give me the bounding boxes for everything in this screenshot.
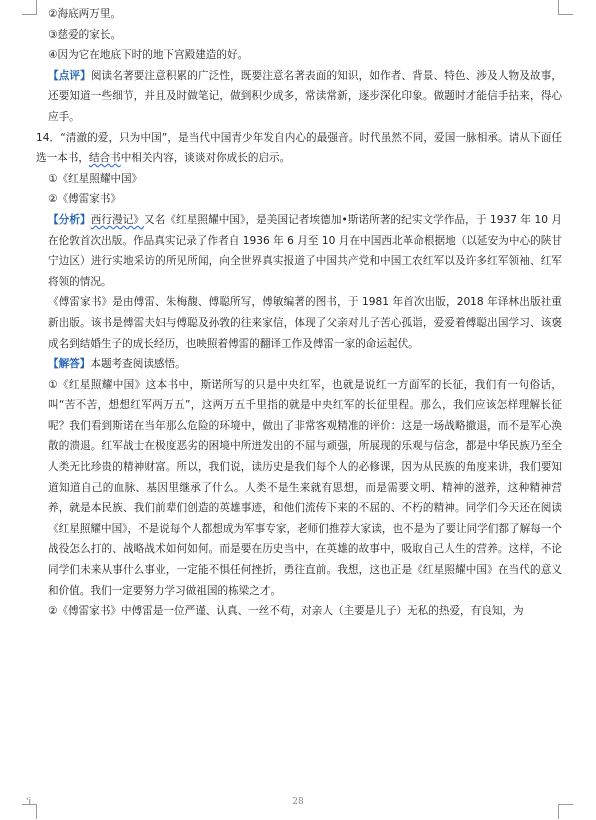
answer-line-3	[36, 25, 562, 46]
solution-heading	[36, 354, 562, 375]
option-text: ①《红星照耀中国》	[48, 172, 143, 185]
question-14	[36, 128, 562, 169]
solution-paragraph-1	[36, 375, 562, 602]
solution-text: ②《傅雷家书》中傅雷是一位严谨、认真、一丝不苟，对亲人（主要是儿子）无私的热爱，有良知，为	[48, 605, 524, 618]
answer-text: ④因为它在地底下时的地下宫殿建造的好。	[48, 49, 249, 62]
question-wavy-text: 结合书	[88, 152, 121, 165]
answer-text: ③慈爱的家长。	[48, 28, 122, 41]
option-2	[36, 189, 562, 210]
solution-paragraph-2	[36, 601, 562, 622]
comment-paragraph	[36, 66, 562, 128]
solution-tag: 【解答】	[48, 358, 91, 371]
page-number: 28	[292, 797, 304, 807]
analysis-text: 又名《红星照耀中国》，是美国记者埃德加•斯诺所著的纪实文学作品，于 1937 年 10 月在伦敦首次出版。作品真实记录了作者自 1936 年 6 月至 10 月在中国西北革命根据地（以延安为中心的陕甘宁边区）进行实地采访的所见所闻，向全世界真实报道了中国共产党和中国工农红军以及许多红军领袖、红军将领的情况。	[48, 213, 563, 288]
question-text: 14．“清澈的爱，只为中国”，是当代中国青少年发自内心的最强音。时代虽然不同，爱国一脉相承。请从下面任选一本书，结合书中相关内容，谈谈对你成长的启示。	[36, 131, 562, 165]
answer-line-2	[36, 4, 562, 25]
answer-line-4	[36, 45, 562, 66]
document-body	[36, 4, 562, 622]
option-text: ②《傅雷家书》	[48, 193, 122, 206]
footer-mark: 'i	[26, 797, 31, 807]
solution-text: ①《红星照耀中国》这本书中，斯诺所写的只是中央红军，也就是说红一方面军的长征，我们有一句俗话，叫“苦不苦，想想红军两万五”，这两万五千里指的就是中央红军的长征里程。那么，我们应该怎样理解长征呢？我们看到斯诺在当年那么危险的环境中，做出了非常客观精准的评价：这是一场战略撤退，而不是军心涣散的溃退。红军战士在极度恶劣的困境中所迸发出的不屈与顽强，所展现的乐观与信念，都是中华民族乃至全人类无比珍贵的精神财富。所以，我们说，读历史是我们每个人的必修课，因为从民族的角度来讲，我们要知道知道自己的血脉、基因里继承了什么。人类不是生来就有思想，而是需要文明、精神的滋养，这种精神营养，就是本民族、我们前辈们创造的英雄事迹，和他们流传下来的不屈的、不朽的精神。同学们今天还在阅读《红星照耀中国》，不是说每个人都想成为军事专家，老师们推荐大家读，也不是为了要让同学们都了解每一个战役怎么打的、战略战术如何如何。而是要在历史当中，在英雄的故事中，吸取自己人生的营养。这样，不论同学们未来从事什么事业，一定能不惧任何挫折，勇往直前。我想，这也正是《红星照耀中国》在当代的意义和价值。我们一定要努力学习做祖国的栋梁之才。	[48, 378, 562, 597]
analysis-tag: 【分析】	[48, 213, 91, 226]
analysis-paragraph-1	[36, 210, 562, 292]
comment-tag: 【点评】	[48, 69, 91, 82]
analysis-wavy-text: 西行漫记》	[90, 213, 145, 226]
analysis-text: 《傅雷家书》是由傅雷、朱梅馥、傅聪所写，傅敏编著的图书，于 1981 年首次出版，2018 年译林出版社重新出版。该书是傅雷夫妇与傅聪及孙敩的往来家信，体现了父亲对儿子苦心孤诣，爱爱着傅聪出国学习、该褒成名到结婚生子的成长经历，也映照着傅雷的翻译工作及傅雷一家的命运起伏。	[48, 296, 562, 350]
solution-text: 本题考查阅读感悟。	[90, 358, 186, 371]
comment-text: 阅读名著要注意积累的广泛性，既要注意名著表面的知识，如作者、背景、特色、涉及人物及故事，还要知道一些细节，并且及时做笔记，做到积少成多，常读常新，逐步深化印象。做题时才能信手拈来，得心应手。	[48, 69, 562, 123]
answer-text: ②海底两万里。	[48, 8, 122, 20]
analysis-paragraph-2	[36, 292, 562, 354]
option-1	[36, 169, 562, 190]
crop-mark-top-left	[22, 0, 37, 15]
